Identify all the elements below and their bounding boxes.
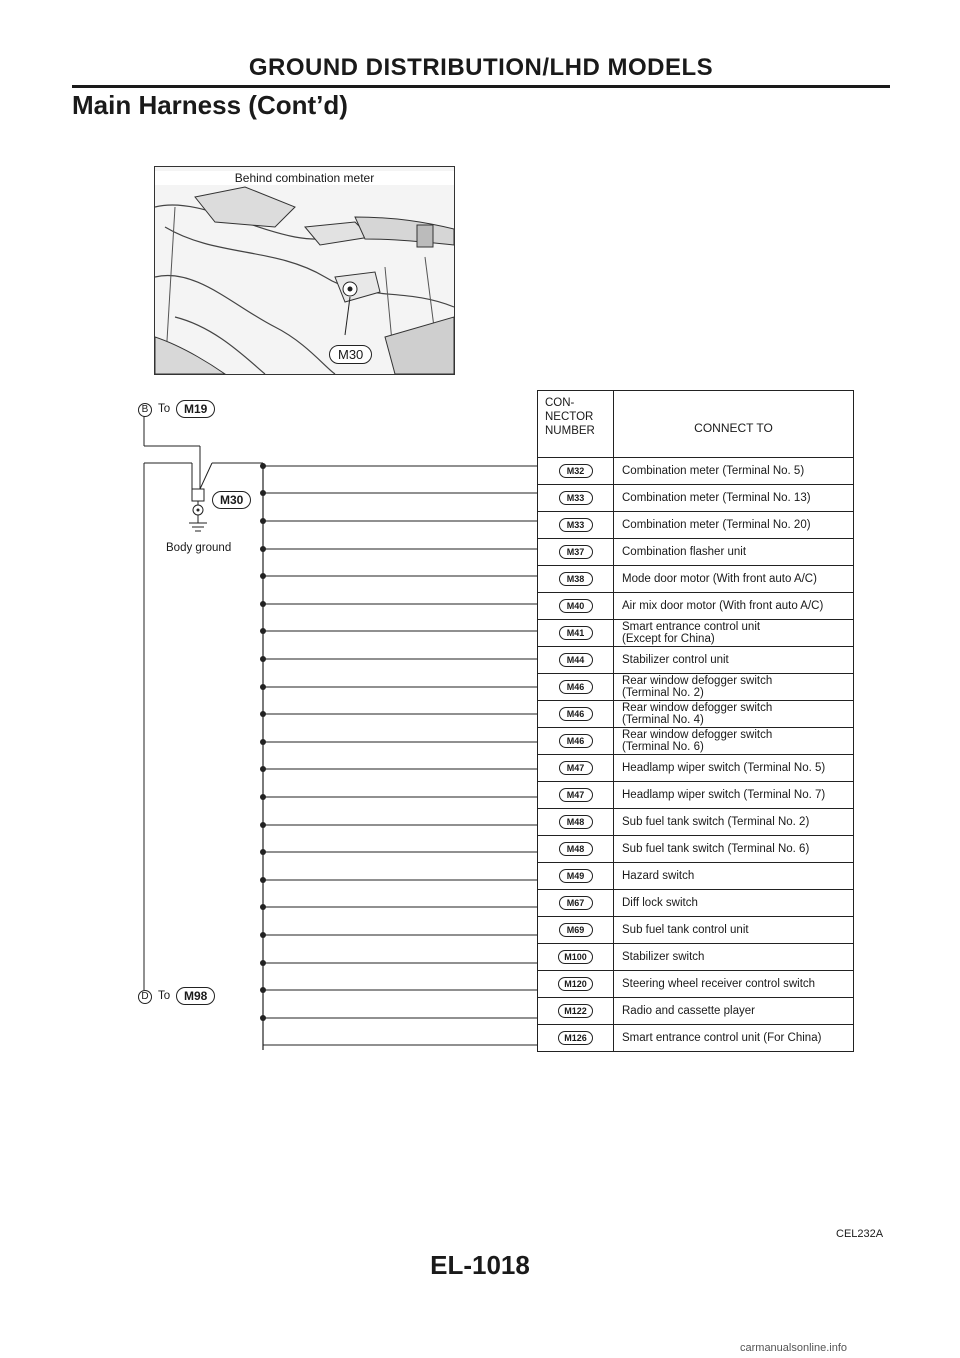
connector-number-cell: [538, 512, 614, 539]
connect-to-cell: [614, 809, 854, 836]
table-row: [538, 755, 854, 782]
connect-to-cell: [614, 620, 854, 647]
connect-to-cell: [614, 836, 854, 863]
splice-dot: [260, 573, 266, 579]
table-row: [538, 728, 854, 755]
connect-to-cell: [614, 728, 854, 755]
connect-to-line: Combination flasher unit: [622, 546, 747, 558]
header-code-line: CON-: [545, 397, 575, 409]
header-code-line: NUMBER: [545, 425, 595, 437]
connector-badge: M46: [559, 734, 593, 748]
splice-dot: [260, 711, 266, 717]
splice-dot: [260, 932, 266, 938]
connector-badge: M33: [559, 491, 593, 505]
splice-dot: [260, 1015, 266, 1021]
splice-dot: [260, 628, 266, 634]
connect-to-line: Diff lock switch: [622, 897, 698, 909]
connect-to-cell: [614, 566, 854, 593]
connector-badge: M47: [559, 788, 593, 802]
connect-to-line: Smart entrance control unit (For China): [622, 1032, 822, 1044]
table-row: [538, 512, 854, 539]
page-subtitle: Main Harness (Cont’d): [72, 90, 348, 120]
connector-badge: M49: [559, 869, 593, 883]
splice-dot: [260, 601, 266, 607]
photo-caption: Behind combination meter: [155, 171, 454, 185]
table-row: [538, 836, 854, 863]
ref-badge-m98: M98: [176, 987, 215, 1005]
connector-badge: M40: [559, 599, 593, 613]
ref-to-top: To: [158, 403, 171, 415]
connect-to-line: (Except for China): [622, 633, 715, 645]
connector-badge: M46: [559, 707, 593, 721]
splice-dot: [260, 849, 266, 855]
splice-dot: [260, 822, 266, 828]
connect-to-cell: [614, 539, 854, 566]
table-row: [538, 593, 854, 620]
connector-badge: M37: [559, 545, 593, 559]
table-row: [538, 863, 854, 890]
connector-number-cell: [538, 944, 614, 971]
connect-to-line: Rear window defogger switch: [622, 702, 773, 714]
connect-to-line: Headlamp wiper switch (Terminal No. 5): [622, 762, 826, 774]
connector-number-cell: [538, 620, 614, 647]
connect-to-line: Radio and cassette player: [622, 1005, 755, 1017]
connect-to-cell: [614, 647, 854, 674]
connector-number-cell: [538, 647, 614, 674]
connector-badge: M47: [559, 761, 593, 775]
connector-badge: M32: [559, 464, 593, 478]
connector-badge: M44: [559, 653, 593, 667]
connect-to-line: Combination meter (Terminal No. 20): [622, 519, 811, 531]
connector-number-cell: [538, 674, 614, 701]
connector-badge: M67: [559, 896, 593, 910]
connector-table-body: [538, 458, 854, 1052]
table-row: [538, 620, 854, 647]
table-row: [538, 458, 854, 485]
connect-to-line: Sub fuel tank switch (Terminal No. 6): [622, 843, 810, 855]
connect-to-line: Air mix door motor (With front auto A/C): [622, 600, 824, 612]
connector-number-cell: [538, 593, 614, 620]
connector-badge: M38: [559, 572, 593, 586]
splice-dot: [260, 739, 266, 745]
connect-to-line: Hazard switch: [622, 870, 695, 882]
connector-number-cell: [538, 809, 614, 836]
connect-to-line: Rear window defogger switch: [622, 729, 773, 741]
splice-dot: [260, 490, 266, 496]
table-row: [538, 944, 854, 971]
connect-to-cell: [614, 755, 854, 782]
splice-dot: [260, 518, 266, 524]
connector-badge: M33: [559, 518, 593, 532]
connect-to-cell: [614, 863, 854, 890]
connect-to-cell: [614, 593, 854, 620]
table-row: [538, 485, 854, 512]
connector-number-cell: [538, 458, 614, 485]
connector-badge: M122: [558, 1004, 593, 1018]
connect-to-cell: [614, 971, 854, 998]
connect-to-line: Sub fuel tank control unit: [622, 924, 749, 936]
table-row: [538, 647, 854, 674]
ref-circle-top: B: [138, 403, 152, 417]
splice-dot: [260, 463, 266, 469]
table-row: [538, 809, 854, 836]
ref-circle-bottom: D: [138, 990, 152, 1004]
connect-to-line: (Terminal No. 2): [622, 687, 704, 699]
connector-badge: M46: [559, 680, 593, 694]
connect-to-line: Mode door motor (With front auto A/C): [622, 573, 817, 585]
connect-to-cell: [614, 782, 854, 809]
connector-number-cell: [538, 971, 614, 998]
connector-number-cell: [538, 1025, 614, 1052]
connector-badge: M100: [558, 950, 593, 964]
connector-number-cell: [538, 782, 614, 809]
table-row: [538, 998, 854, 1025]
ground-label: Body ground: [166, 542, 232, 554]
photo-m30-callout: M30: [329, 345, 372, 364]
connect-to-line: (Terminal No. 6): [622, 741, 704, 753]
splice-dot: [260, 766, 266, 772]
connector-badge: M41: [559, 626, 593, 640]
connect-to-cell: [614, 458, 854, 485]
table-header-connect-to: CONNECT TO: [614, 391, 854, 458]
connector-number-cell: [538, 728, 614, 755]
connect-to-line: Stabilizer control unit: [622, 654, 729, 666]
connect-to-line: Steering wheel receiver control switch: [622, 978, 816, 990]
table-row: [538, 1025, 854, 1052]
ref-to-bottom: To: [158, 990, 171, 1002]
table-row: [538, 566, 854, 593]
connector-badge: M126: [558, 1031, 593, 1045]
splice-dot: [260, 877, 266, 883]
connector-badge: M48: [559, 842, 593, 856]
connect-to-line: Stabilizer switch: [622, 951, 705, 963]
connector-number-cell: [538, 863, 614, 890]
connect-to-line: (Terminal No. 4): [622, 714, 704, 726]
table-row: [538, 539, 854, 566]
connector-number-cell: [538, 485, 614, 512]
splice-dot: [260, 684, 266, 690]
ground-connector-badge: M30: [212, 491, 251, 509]
connector-number-cell: [538, 917, 614, 944]
figure-code: CEL232A: [836, 1228, 884, 1240]
splice-dot: [260, 656, 266, 662]
watermark: carmanualsonline.info: [740, 1342, 848, 1354]
connect-to-cell: [614, 485, 854, 512]
connector-number-cell: [538, 701, 614, 728]
page-number: EL-1018: [430, 1250, 530, 1280]
connector-number-cell: [538, 539, 614, 566]
splice-dot: [260, 546, 266, 552]
connect-to-cell: [614, 944, 854, 971]
table-row: [538, 674, 854, 701]
connect-to-line: Combination meter (Terminal No. 5): [622, 465, 805, 477]
splice-dot: [260, 987, 266, 993]
header-code-line: NECTOR: [545, 411, 594, 423]
connect-to-line: Combination meter (Terminal No. 13): [622, 492, 811, 504]
connect-to-cell: [614, 998, 854, 1025]
table-row: [538, 782, 854, 809]
splice-dot: [260, 794, 266, 800]
connect-to-cell: [614, 701, 854, 728]
connector-table: [537, 390, 854, 1052]
connect-to-cell: [614, 1025, 854, 1052]
connector-number-cell: [538, 836, 614, 863]
splice-dot: [260, 960, 266, 966]
connect-to-cell: [614, 674, 854, 701]
connector-number-cell: [538, 755, 614, 782]
connect-to-cell: [614, 512, 854, 539]
table-header-connector-number: [538, 391, 614, 458]
connector-badge: M120: [558, 977, 593, 991]
connect-to-line: Rear window defogger switch: [622, 675, 773, 687]
splice-dot: [260, 904, 266, 910]
ref-badge-m19: M19: [176, 400, 215, 418]
table-row: [538, 701, 854, 728]
table-row: [538, 890, 854, 917]
table-row: [538, 917, 854, 944]
connector-number-cell: [538, 998, 614, 1025]
connect-to-line: Sub fuel tank switch (Terminal No. 2): [622, 816, 810, 828]
connector-badge: M48: [559, 815, 593, 829]
connector-badge: M69: [559, 923, 593, 937]
connector-number-cell: [538, 890, 614, 917]
connect-to-cell: [614, 917, 854, 944]
connector-number-cell: [538, 566, 614, 593]
table-row: [538, 971, 854, 998]
connect-to-cell: [614, 890, 854, 917]
connect-to-line: Smart entrance control unit: [622, 621, 761, 633]
connect-to-line: Headlamp wiper switch (Terminal No. 7): [622, 789, 826, 801]
page-title: GROUND DISTRIBUTION/LHD MODELS: [248, 54, 714, 81]
